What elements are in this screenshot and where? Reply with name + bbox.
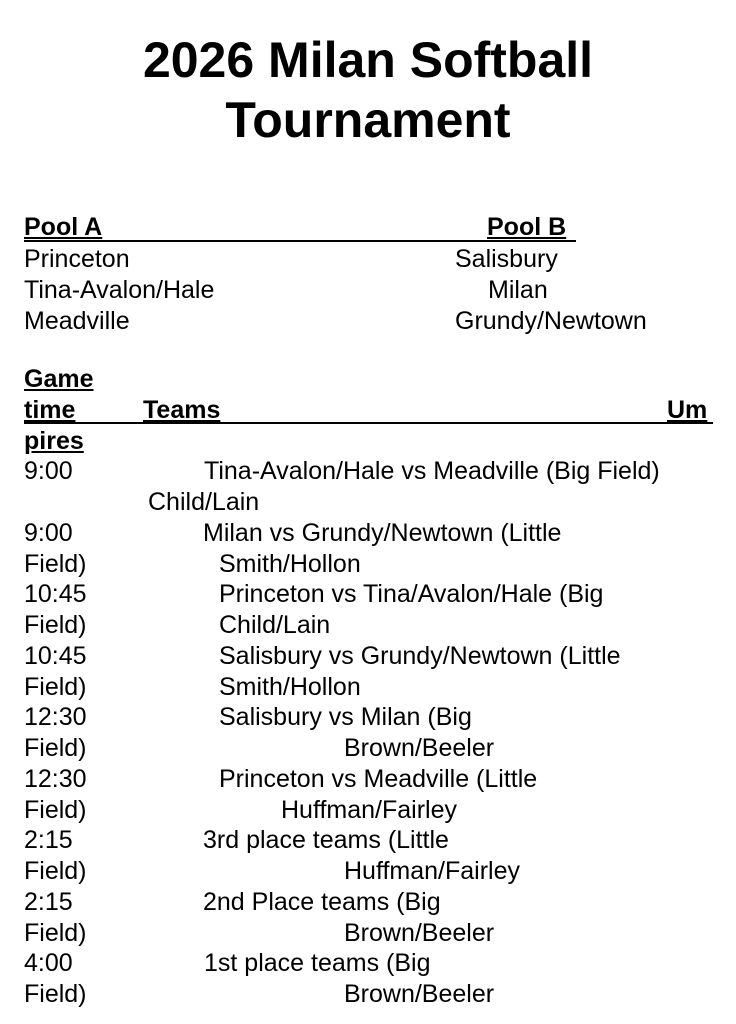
game-time: 2:15 [24,826,73,854]
pool-a-team: Princeton [24,245,130,273]
game-time: 9:00 [24,519,73,547]
game-time: 2:15 [24,888,73,916]
pool-b-team: Salisbury [455,245,558,273]
pool-b-heading: Pool B [487,213,567,241]
game-field: Field) [24,919,87,947]
title-line-1: 2026 Milan Softball [142,32,594,88]
game-detail: Salisbury vs Grundy/Newtown (Little [219,642,621,670]
game-umpires: Huffman/Fairley [344,857,520,885]
game-detail: Milan vs Grundy/Newtown (Little [203,519,562,547]
game-field: Field) [24,673,87,701]
pool-a-heading: Pool A [24,213,103,241]
schedule-header-rule [24,422,713,424]
game-detail: 2nd Place teams (Big [203,888,441,916]
game-detail: Princeton vs Tina/Avalon/Hale (Big [219,580,604,608]
header-pires: pires [24,427,84,455]
game-time: 12:30 [24,765,87,793]
game-umpires: Huffman/Fairley [281,796,457,824]
game-field: Field) [24,857,87,885]
game-time: 10:45 [24,580,87,608]
pool-a-team: Meadville [24,307,130,335]
pool-b-team: Milan [488,276,548,304]
game-time: 4:00 [24,949,73,977]
game-umpires: Child/Lain [219,611,331,639]
game-umpires: Child/Lain [148,488,260,516]
game-detail: Salisbury vs Milan (Big [219,703,472,731]
pool-a-team: Tina-Avalon/Hale [24,276,215,304]
title-line-2: Tournament [225,92,511,148]
game-detail: 3rd place teams (Little [203,826,449,854]
game-detail: Princeton vs Meadville (Little [219,765,538,793]
game-umpires: Brown/Beeler [344,980,495,1008]
game-detail: 1st place teams (Big [204,949,431,977]
game-field: Field) [24,796,87,824]
header-teams: Teams [143,396,221,424]
header-time: time [24,396,76,424]
header-umpires: Um [667,396,708,424]
game-time: 12:30 [24,703,87,731]
page-title [0,30,736,150]
header-game: Game [24,365,94,393]
game-time: 10:45 [24,642,87,670]
game-umpires: Brown/Beeler [344,919,495,947]
game-umpires: Smith/Hollon [219,673,361,701]
game-umpires: Smith/Hollon [219,550,361,578]
game-time: 9:00 [24,457,73,485]
game-detail: Tina-Avalon/Hale vs Meadville (Big Field) [204,457,660,485]
game-field: Field) [24,734,87,762]
game-field: Field) [24,550,87,578]
game-field: Field) [24,980,87,1008]
game-umpires: Brown/Beeler [344,734,495,762]
pool-b-team: Grundy/Newtown [455,307,647,335]
game-field: Field) [24,611,87,639]
